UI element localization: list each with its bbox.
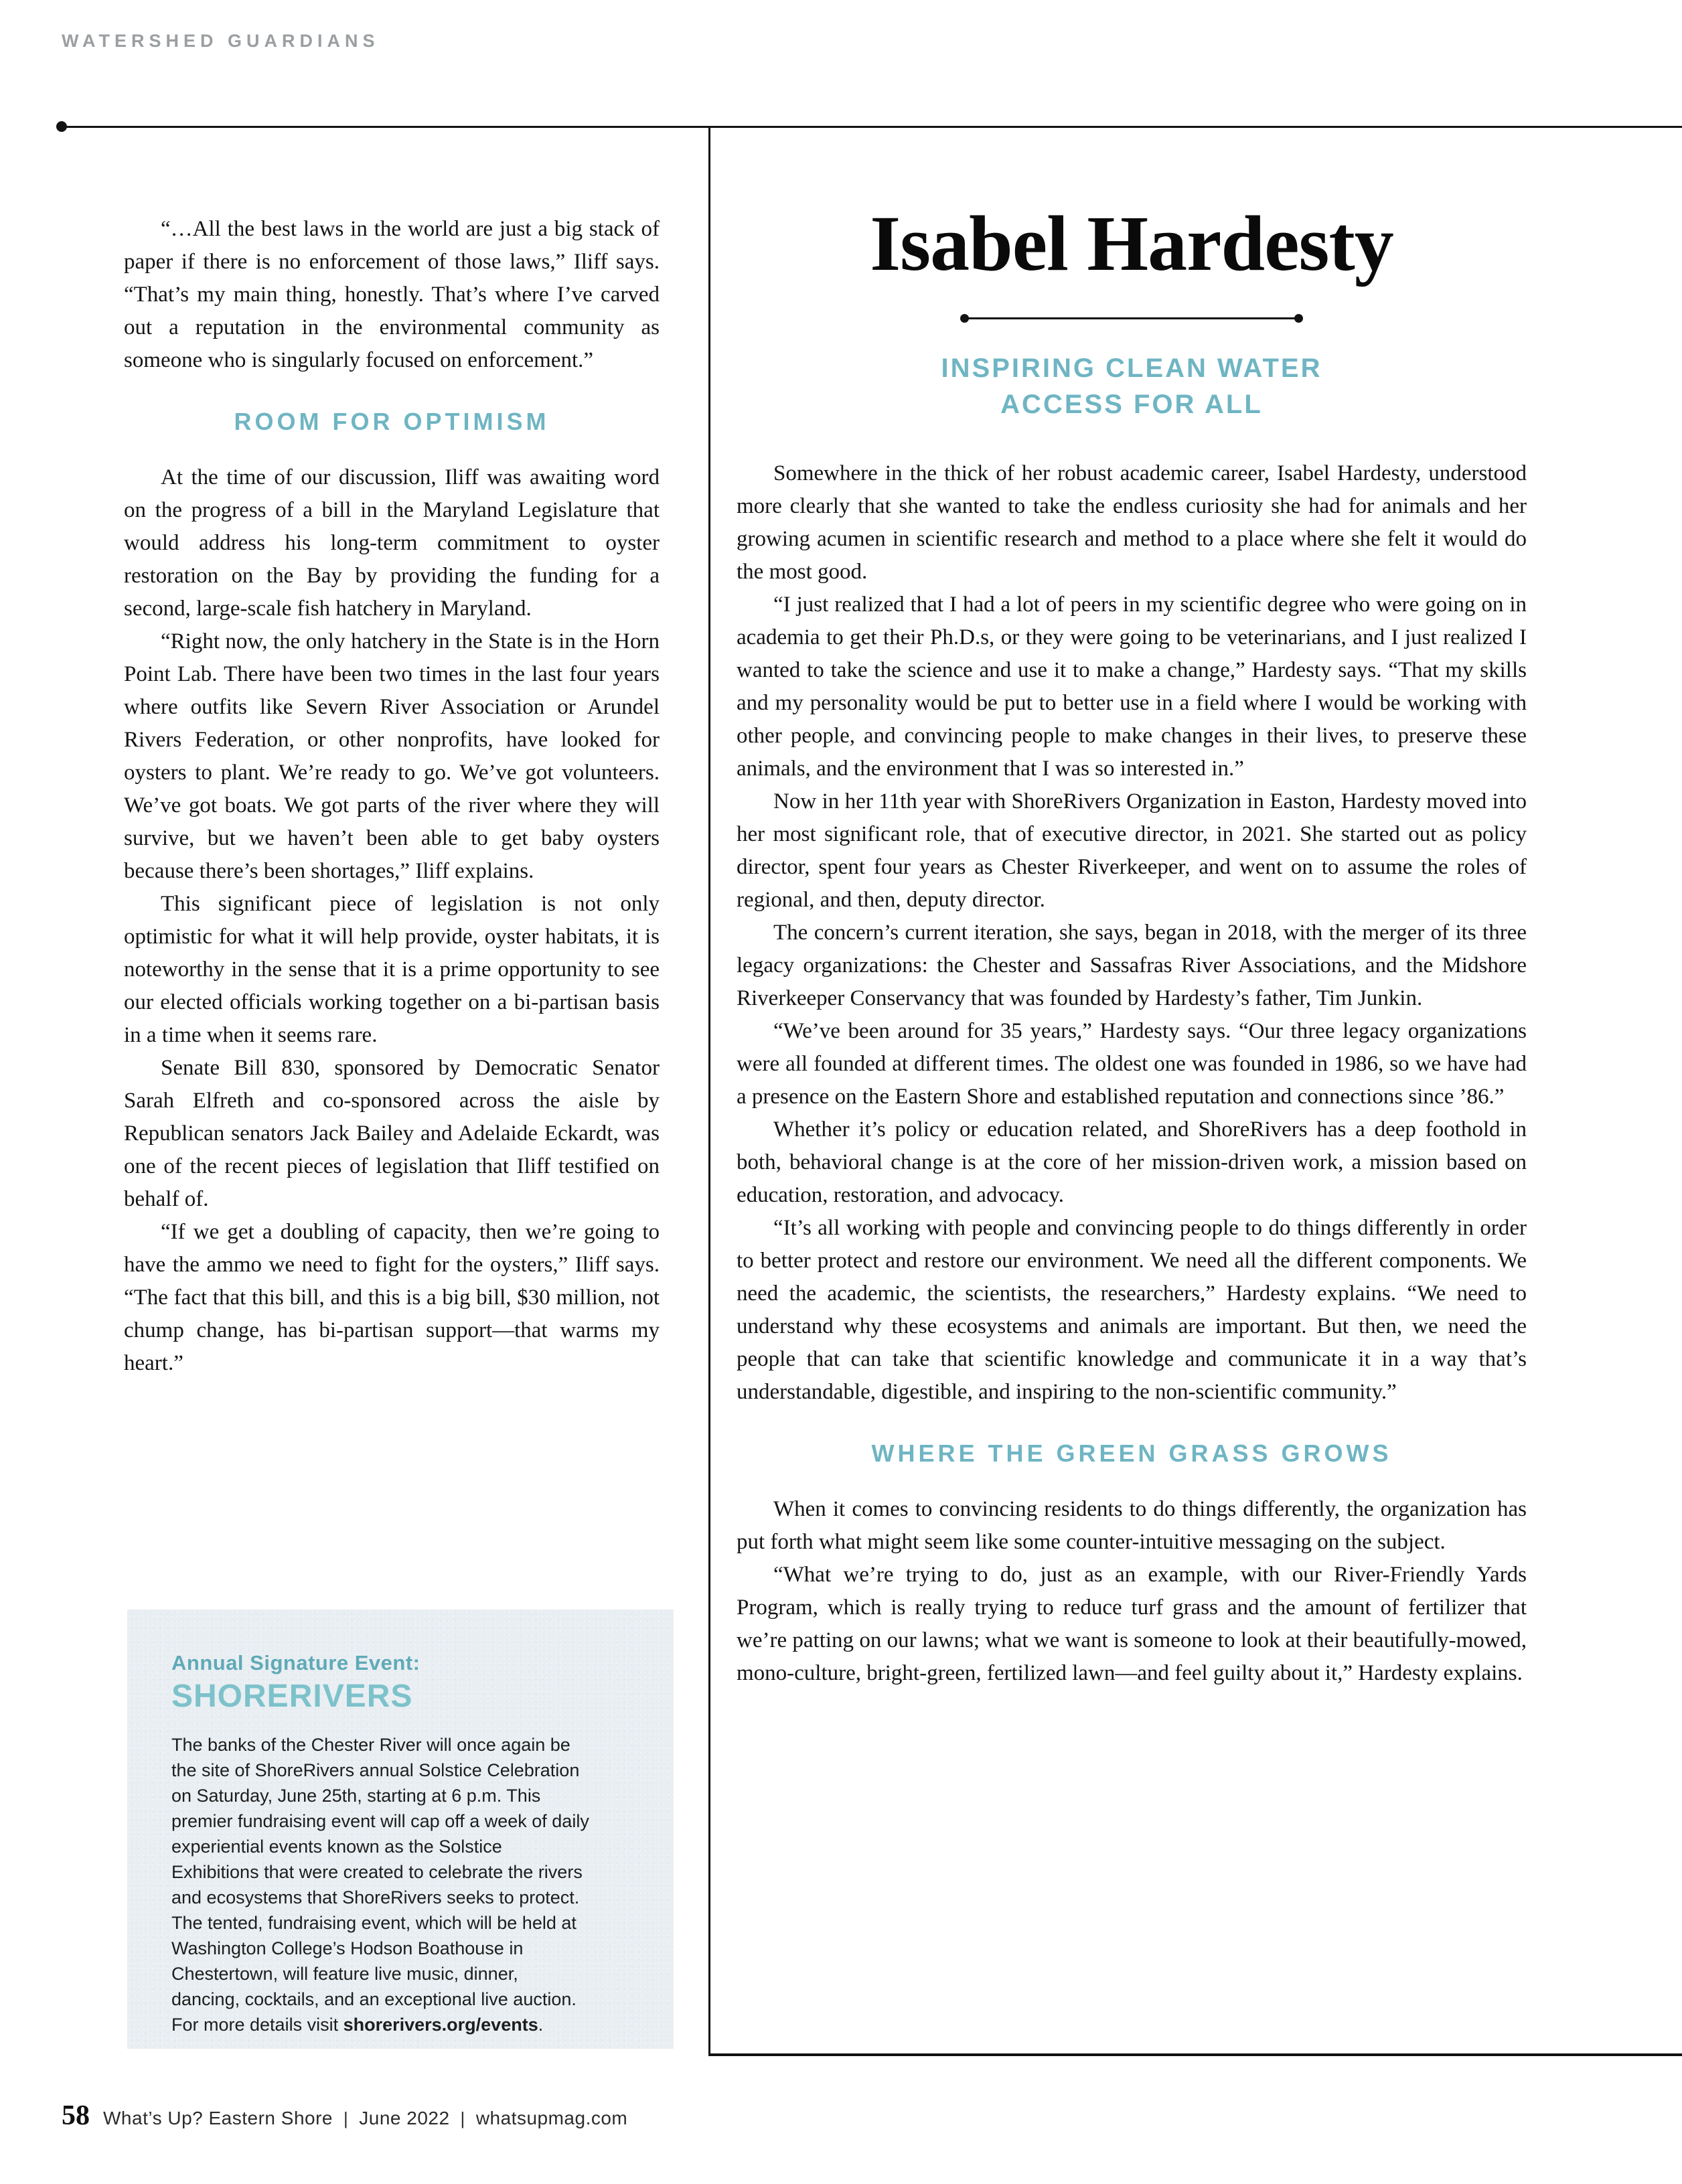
right-paragraph: “I just realized that I had a lot of peers in my scientific degree who were going on in academia to get their Ph.D.s, or they were going to be veterinarians, and I just realized I wanted to take the science and use it to make a change,” Hardesty says. “That my skills and my personality would be put to better use in a field where I would be working with other people, and convincing people to make changes in their lives, to preserve these animals, and the environment that I was so interested in.”	[737, 593, 1527, 781]
event-website-link[interactable]: shorerivers.org/events	[343, 2015, 538, 2035]
event-box-text-end: .	[538, 2015, 544, 2035]
article-title-isabel-hardesty: Isabel Hardesty	[870, 200, 1393, 287]
section-heading-room-for-optimism: ROOM FOR OPTIMISM	[234, 408, 550, 435]
column-divider-rule	[708, 126, 710, 2056]
title-divider-rule	[964, 317, 1299, 319]
event-box-eyebrow: Annual Signature Event:	[171, 1651, 420, 1674]
footer-meta	[103, 2108, 627, 2129]
left-column	[124, 213, 660, 1380]
footer-issue-date: June 2022	[359, 2108, 450, 2128]
article-subtitle	[737, 350, 1527, 422]
event-callout-box	[127, 1610, 674, 2049]
right-paragraph: When it comes to convincing residents to do things differently, the organization has put forth what might seem like some counter-intuitive messaging on the subject.	[737, 1497, 1527, 1555]
page-footer	[62, 2100, 627, 2132]
event-box-text: The banks of the Chester River will once again be the site of ShoreRivers annual Solstice Celebration on Saturday, June 25th, starting at 6 p.m. This premier fundraising event will cap off a week of daily experiential events known as the Solstice Exhibitions that were created to celebrate the rivers and ecosystems that ShoreRivers seeks to protect. The tented, fundraising event, which will be held at Washington College’s Hodson Boathouse in Chestertown, will feature live music, dinner, dancing, cocktails, and an exceptional live auction. For more details visit	[171, 1735, 589, 2035]
left-paragraph: This significant piece of legislation is not only optimistic for what it will help provide, oyster habitats, it is noteworthy in the sense that it is a prime opportunity to see our elected officials working together on a bi-partisan basis in a time when it seems rare.	[124, 892, 660, 1047]
kicker-watershed-guardians: WATERSHED GUARDIANS	[62, 31, 380, 51]
page-number: 58	[62, 2100, 90, 2131]
right-paragraph: The concern’s current iteration, she says, began in 2018, with the merger of its three legacy organizations: the Chester and Sassafras River Associations, and the Midshore Riverkeeper Conservancy that was founded by Hardesty’s father, Tim Junkin.	[737, 921, 1527, 1011]
footer-magazine-name: What’s Up? Eastern Shore	[103, 2108, 333, 2128]
subtitle-line-2: ACCESS FOR ALL	[1000, 390, 1263, 420]
left-paragraph: “…All the best laws in the world are just a big stack of paper if there is no enforcement of those laws,” Iliff says. “That’s my main thing, honestly. That’s where I’ve carved out a reputation in the environmental community as someone who is singularly focused on enforcement.”	[124, 217, 660, 372]
right-paragraph: “What we’re trying to do, just as an example, with our River-Friendly Yards Program, which is really trying to reduce turf grass and the amount of fertilizer that we’re patting on our lawns; what we want is someone to look at their beautifully-mowed, mono-culture, bright-green, fertilized lawn—and feel guilty about it,” Hardesty explains.	[737, 1563, 1527, 1686]
footer-separator: |	[460, 2108, 465, 2128]
subtitle-line-1: INSPIRING CLEAN WATER	[941, 354, 1322, 384]
right-column	[737, 200, 1527, 1690]
right-paragraph: “We’ve been around for 35 years,” Hardesty says. “Our three legacy organizations were all founded at different times. The oldest one was founded in 1986, so we have had a presence on the Eastern Shore and established reputation and connections since ’86.”	[737, 1019, 1527, 1109]
footer-separator: |	[343, 2108, 349, 2128]
section-heading-where-the-green-grass-grows: WHERE THE GREEN GRASS GROWS	[871, 1439, 1392, 1468]
left-paragraph: “If we get a doubling of capacity, then we’re going to have the ammo we need to fight for the oysters,” Iliff says. “The fact that this bill, and this is a big bill, $30 million, not chump change, has bi-partisan support—that warms my heart.”	[124, 1220, 660, 1375]
bottom-rule	[708, 2053, 1682, 2056]
event-box-title-shorerivers: SHORERIVERS	[171, 1679, 413, 1714]
right-paragraph: “It’s all working with people and convincing people to do things differently in order to better protect and restore our environment. We need all the different components. We need the academic, the scientists, the researchers,” Hardesty explains. “We need to understand why these ecosystems and animals are important. But then, we need the people that can take that scientific knowledge and communicate it in a way that’s understandable, digestible, and inspiring to the non-scientific community.”	[737, 1216, 1527, 1405]
top-rule	[62, 126, 1682, 128]
footer-website[interactable]: whatsupmag.com	[475, 2108, 628, 2128]
left-paragraph: At the time of our discussion, Iliff was awaiting word on the progress of a bill in the Maryland Legislature that would address his long-term commitment to oyster restoration on the Bay by providing the funding for a second, large-scale fish hatchery in Maryland.	[124, 465, 660, 621]
right-paragraph: Whether it’s policy or education related, and ShoreRivers has a deep foothold in both, behavioral change is at the core of her mission-driven work, a mission based on education, restoration, and advocacy.	[737, 1117, 1527, 1208]
left-paragraph: “Right now, the only hatchery in the State is in the Horn Point Lab. There have been two times in the last four years where outfits like Severn River Association or Arundel Rivers Federation, or other nonprofits, have looked for oysters to plant. We’re ready to go. We’ve got volunteers. We’ve got boats. We got parts of the river where they will survive, but we haven’t been able to get baby oysters because there’s been shortages,” Iliff explains.	[124, 629, 660, 883]
left-paragraph: Senate Bill 830, sponsored by Democratic Senator Sarah Elfreth and co-sponsored across the aisle by Republican senators Jack Bailey and Adelaide Eckardt, was one of the recent pieces of legislation that Iliff testified on behalf of.	[124, 1056, 660, 1211]
event-box-body	[171, 1732, 590, 2037]
right-paragraph: Somewhere in the thick of her robust academic career, Isabel Hardesty, understood more clearly that she wanted to take the endless curiosity she had for animals and her growing acumen in scientific research and method to a place where she felt it would do the most good.	[737, 461, 1527, 584]
right-paragraph: Now in her 11th year with ShoreRivers Organization in Easton, Hardesty moved into her most significant role, that of executive director, in 2021. She started out as policy director, spent four years as Chester Riverkeeper, and went on to assume the roles of regional, and then, deputy director.	[737, 789, 1527, 913]
right-column-body	[737, 457, 1527, 1690]
